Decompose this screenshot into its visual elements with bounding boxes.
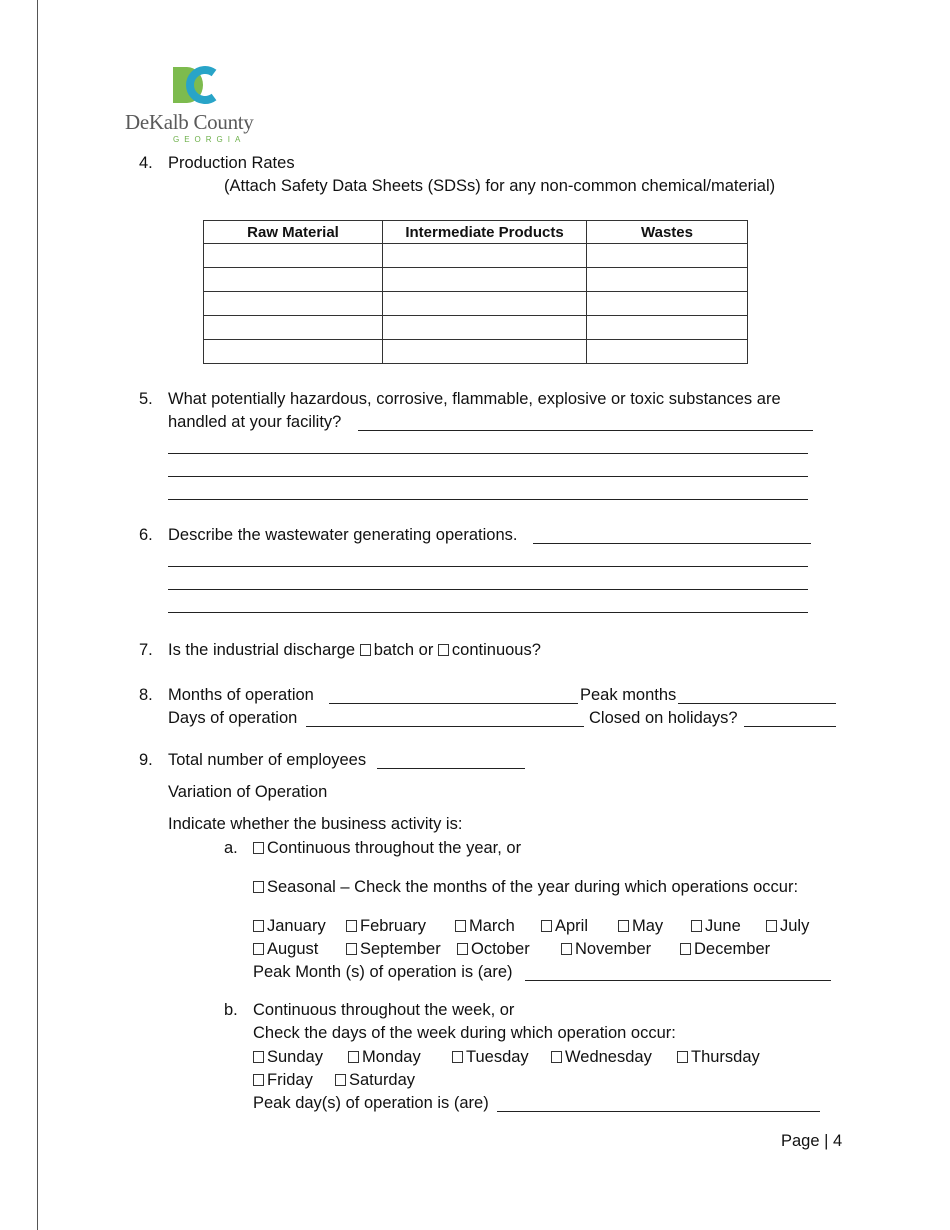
header-raw-material: Raw Material xyxy=(204,221,383,244)
day-saturday xyxy=(335,1071,415,1090)
table-cell[interactable] xyxy=(383,292,587,316)
day-label: Monday xyxy=(362,1048,421,1066)
day-checkbox[interactable] xyxy=(551,1051,562,1063)
peak-day-label: Peak day(s) of operation is (are) xyxy=(253,1094,489,1112)
table-cell[interactable] xyxy=(587,340,748,364)
month-april xyxy=(541,917,588,936)
month-checkbox[interactable] xyxy=(561,943,572,955)
day-thursday xyxy=(677,1048,760,1067)
q5-question-line1: What potentially hazardous, corrosive, flammable, explosive or toxic substances are xyxy=(168,390,781,408)
dekalb-county-logo xyxy=(125,62,265,146)
month-checkbox[interactable] xyxy=(253,943,264,955)
month-october xyxy=(457,940,530,959)
month-label: February xyxy=(360,917,427,935)
month-checkbox[interactable] xyxy=(541,920,552,932)
table-cell[interactable] xyxy=(383,340,587,364)
table-cell[interactable] xyxy=(383,316,587,340)
q6-question: Describe the wastewater generating operations. xyxy=(168,526,518,544)
day-friday xyxy=(253,1071,313,1090)
table-cell[interactable] xyxy=(204,316,383,340)
month-checkbox[interactable] xyxy=(346,943,357,955)
month-february xyxy=(346,917,426,936)
week-continuous-text: Continuous throughout the week, or xyxy=(253,1001,515,1019)
month-label: October xyxy=(471,940,530,958)
production-rates-table xyxy=(203,220,748,364)
month-december xyxy=(680,940,770,959)
day-label: Wednesday xyxy=(565,1048,652,1066)
table-cell[interactable] xyxy=(204,268,383,292)
day-wednesday xyxy=(551,1048,652,1067)
month-september xyxy=(346,940,441,959)
month-label: November xyxy=(575,940,652,958)
peak-months-label: Peak months xyxy=(580,686,677,704)
month-checkbox[interactable] xyxy=(455,920,466,932)
month-checkbox[interactable] xyxy=(618,920,629,932)
month-label: May xyxy=(632,917,664,935)
table-row xyxy=(204,244,748,268)
month-november xyxy=(561,940,651,959)
month-august xyxy=(253,940,318,959)
q5-answer-line[interactable] xyxy=(168,453,808,454)
table-row xyxy=(204,292,748,316)
month-march xyxy=(455,917,515,936)
day-tuesday xyxy=(452,1048,529,1067)
table-cell[interactable] xyxy=(587,316,748,340)
month-label: June xyxy=(705,917,741,935)
day-label: Thursday xyxy=(691,1048,760,1066)
q5-answer-line[interactable] xyxy=(168,476,808,477)
q4-note: (Attach Safety Data Sheets (SDSs) for any non-common chemical/material) xyxy=(224,177,776,195)
month-january xyxy=(253,917,326,936)
indicate-text: Indicate whether the business activity is: xyxy=(168,815,463,833)
month-label: January xyxy=(267,917,326,935)
month-checkbox[interactable] xyxy=(457,943,468,955)
continuous-checkbox[interactable] xyxy=(438,644,449,656)
margin-line xyxy=(37,0,38,1230)
month-june xyxy=(691,917,741,936)
month-label: July xyxy=(780,917,810,935)
logo-subtitle: GEORGIA xyxy=(173,135,246,144)
month-may xyxy=(618,917,663,936)
peak-months-field[interactable] xyxy=(678,703,836,704)
year-round-checkbox[interactable] xyxy=(253,842,264,854)
days-of-operation-label: Days of operation xyxy=(168,709,298,727)
item-a-label: a. xyxy=(224,839,238,857)
day-checkbox[interactable] xyxy=(335,1074,346,1086)
months-of-operation-label: Months of operation xyxy=(168,686,314,704)
seasonal-label: Seasonal – Check the months of the year during which operations occur: xyxy=(267,878,799,896)
dc-logo-icon xyxy=(170,64,220,106)
table-cell[interactable] xyxy=(587,292,748,316)
q5-question-line2: handled at your facility? xyxy=(168,413,342,431)
q4-title: Production Rates xyxy=(168,154,295,172)
q4-number: 4. xyxy=(139,154,153,172)
day-checkbox[interactable] xyxy=(348,1051,359,1063)
table-header-row xyxy=(204,221,748,244)
month-checkbox[interactable] xyxy=(766,920,777,932)
month-july xyxy=(766,917,809,936)
months-of-operation-field[interactable] xyxy=(329,703,578,704)
table-cell[interactable] xyxy=(383,244,587,268)
batch-label: batch or xyxy=(373,641,434,659)
peak-month-field[interactable] xyxy=(525,980,831,981)
day-checkbox[interactable] xyxy=(452,1051,463,1063)
day-checkbox[interactable] xyxy=(677,1051,688,1063)
month-checkbox[interactable] xyxy=(680,943,691,955)
peak-month-label: Peak Month (s) of operation is (are) xyxy=(253,963,513,981)
q6-answer-line[interactable] xyxy=(168,589,808,590)
q5-answer-line[interactable] xyxy=(168,499,808,500)
batch-checkbox[interactable] xyxy=(360,644,371,656)
day-sunday xyxy=(253,1048,323,1067)
variation-heading: Variation of Operation xyxy=(168,783,328,801)
day-checkbox[interactable] xyxy=(253,1051,264,1063)
day-monday xyxy=(348,1048,421,1067)
month-label: December xyxy=(694,940,771,958)
table-cell[interactable] xyxy=(587,268,748,292)
day-label: Tuesday xyxy=(466,1048,529,1066)
header-intermediate-products: Intermediate Products xyxy=(383,221,587,244)
days-of-operation-field[interactable] xyxy=(306,726,584,727)
q7-question-text: Is the industrial discharge xyxy=(168,641,356,659)
month-label: September xyxy=(360,940,441,958)
q5-number: 5. xyxy=(139,390,153,408)
table-row xyxy=(204,340,748,364)
table-row xyxy=(204,316,748,340)
header-wastes: Wastes xyxy=(587,221,748,244)
seasonal-option xyxy=(253,878,798,897)
q6-answer-line[interactable] xyxy=(533,543,811,544)
peak-day-field[interactable] xyxy=(497,1111,820,1112)
continuous-label: continuous? xyxy=(451,641,541,659)
table-cell[interactable] xyxy=(204,244,383,268)
check-days-text: Check the days of the week during which operation occur: xyxy=(253,1024,676,1042)
total-employees-label: Total number of employees xyxy=(168,751,367,769)
closed-on-holidays-label: Closed on holidays? xyxy=(589,709,738,727)
q7-question xyxy=(168,641,541,660)
logo-name: DeKalb County xyxy=(125,110,254,134)
item-b-label: b. xyxy=(224,1001,238,1019)
table-cell[interactable] xyxy=(204,292,383,316)
year-round-label: Continuous throughout the year, or xyxy=(267,839,522,857)
month-label: March xyxy=(469,917,515,935)
q5-answer-line[interactable] xyxy=(358,430,813,431)
day-checkbox[interactable] xyxy=(253,1074,264,1086)
table-cell[interactable] xyxy=(204,340,383,364)
seasonal-checkbox[interactable] xyxy=(253,881,264,893)
q9-number: 9. xyxy=(139,751,153,769)
q8-number: 8. xyxy=(139,686,153,704)
month-label: April xyxy=(555,917,589,935)
closed-on-holidays-field[interactable] xyxy=(744,726,836,727)
table-row xyxy=(204,268,748,292)
month-checkbox[interactable] xyxy=(346,920,357,932)
total-employees-field[interactable] xyxy=(377,768,525,769)
q6-number: 6. xyxy=(139,526,153,544)
month-label: August xyxy=(267,940,319,958)
month-checkbox[interactable] xyxy=(691,920,702,932)
q6-answer-line[interactable] xyxy=(168,566,808,567)
year-round-option xyxy=(253,839,521,858)
table-cell[interactable] xyxy=(383,268,587,292)
q7-number: 7. xyxy=(139,641,153,659)
q6-answer-line[interactable] xyxy=(168,612,808,613)
day-label: Friday xyxy=(267,1071,313,1089)
day-label: Saturday xyxy=(349,1071,416,1089)
day-label: Sunday xyxy=(267,1048,323,1066)
month-checkbox[interactable] xyxy=(253,920,264,932)
page-number: Page | 4 xyxy=(781,1132,843,1150)
table-cell[interactable] xyxy=(587,244,748,268)
